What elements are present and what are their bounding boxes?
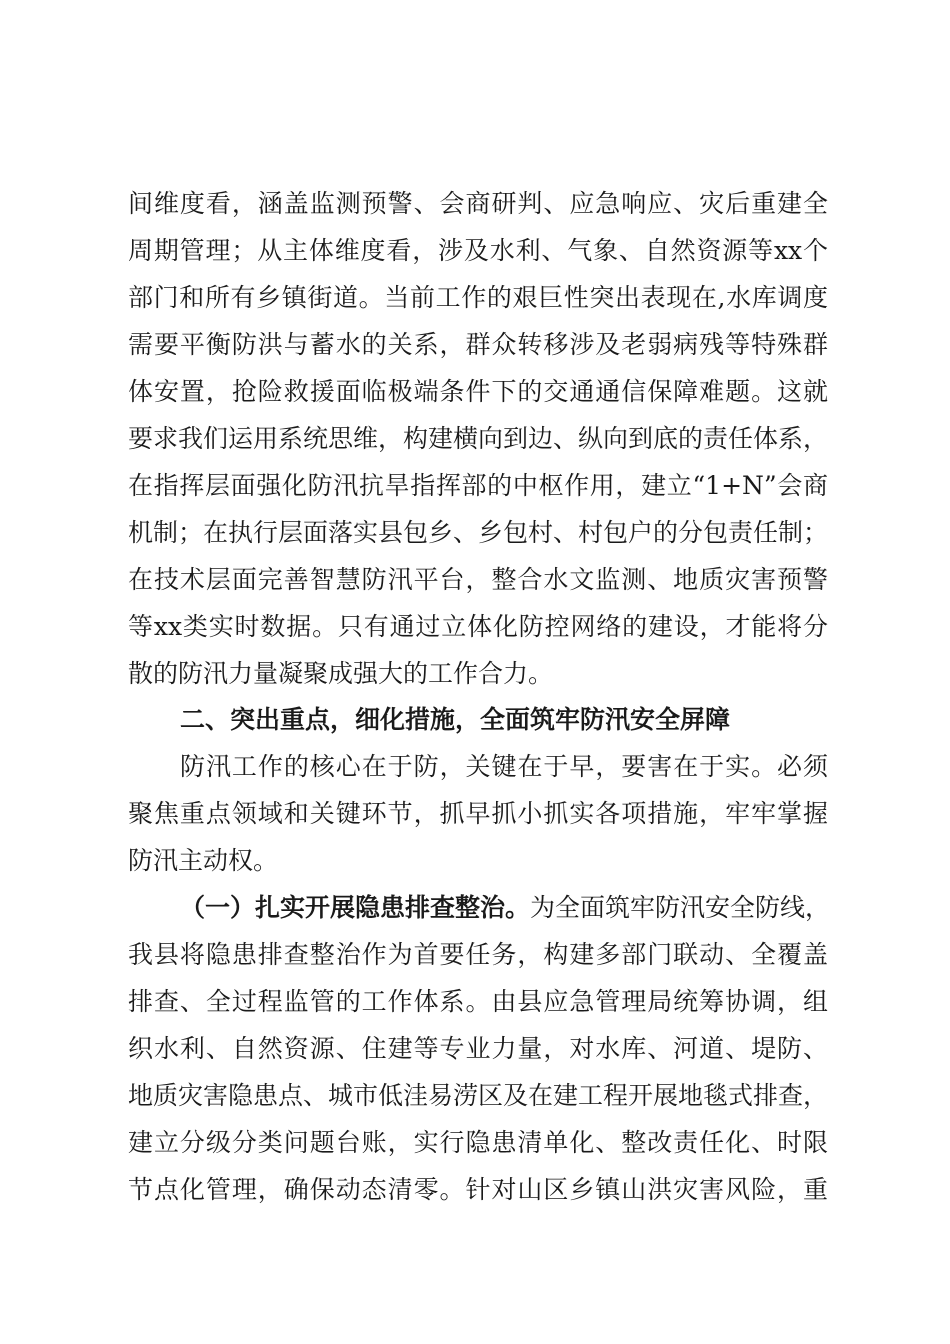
paragraph-line: 散的防汛力量凝聚成强大的工作合力。	[128, 659, 554, 688]
section-heading: 二、突出重点，细化措施，全面筑牢防汛安全屏障	[180, 705, 731, 734]
subsection-line: 地质灾害隐患点、城市低洼易涝区及在建工程开展地毯式排查，	[128, 1081, 829, 1110]
paragraph-line: 要求我们运用系统思维，构建横向到边、纵向到底的责任体系，	[128, 424, 829, 453]
paragraph-line: 机制；在执行层面落实县包乡、乡包村、村包户的分包责任制；	[128, 518, 829, 547]
paragraph-line: 等xx类实时数据。只有通过立体化防控网络的建设，才能将分	[128, 612, 828, 641]
paragraph-line: 在指挥层面强化防汛抗旱指挥部的中枢作用，建立“1+N”会商	[128, 471, 828, 500]
subsection-line: 排查、全过程监管的工作体系。由县应急管理局统筹协调，组	[128, 987, 828, 1016]
paragraph-line: 体安置，抢险救援面临极端条件下的交通通信保障难题。这就	[128, 377, 828, 406]
paragraph-line: 周期管理；从主体维度看，涉及水利、气象、自然资源等xx个	[128, 236, 828, 265]
subsection-first-line	[180, 888, 831, 928]
paragraph-line: 需要平衡防洪与蓄水的关系，群众转移涉及老弱病残等特殊群	[128, 330, 828, 359]
subsection-line: 我县将隐患排查整治作为首要任务，构建多部门联动、全覆盖	[128, 940, 828, 969]
subsection-title: （一）扎实开展隐患排查整治。	[180, 893, 531, 922]
paragraph-line: 在技术层面完善智慧防汛平台，整合水文监测、地质灾害预警	[128, 565, 828, 594]
subsection-first-line-text: 为全面筑牢防汛安全防线，	[530, 893, 831, 922]
paragraph-line: 间维度看，涵盖监测预警、会商研判、应急响应、灾后重建全	[128, 189, 828, 218]
intro-line: 聚焦重点领域和关键环节，抓早抓小抓实各项措施，牢牢掌握	[128, 799, 828, 828]
subsection-line: 节点化管理，确保动态清零。针对山区乡镇山洪灾害风险，重	[128, 1175, 828, 1204]
intro-line: 防汛工作的核心在于防，关键在于早，要害在于实。必须	[180, 752, 828, 781]
subsection-line: 织水利、自然资源、住建等专业力量，对水库、河道、堤防、	[128, 1034, 828, 1063]
intro-line: 防汛主动权。	[128, 846, 279, 875]
subsection-line: 建立分级分类问题台账，实行隐患清单化、整改责任化、时限	[128, 1128, 828, 1157]
paragraph-line: 部门和所有乡镇街道。当前工作的艰巨性突出表现在,水库调度	[128, 283, 828, 312]
